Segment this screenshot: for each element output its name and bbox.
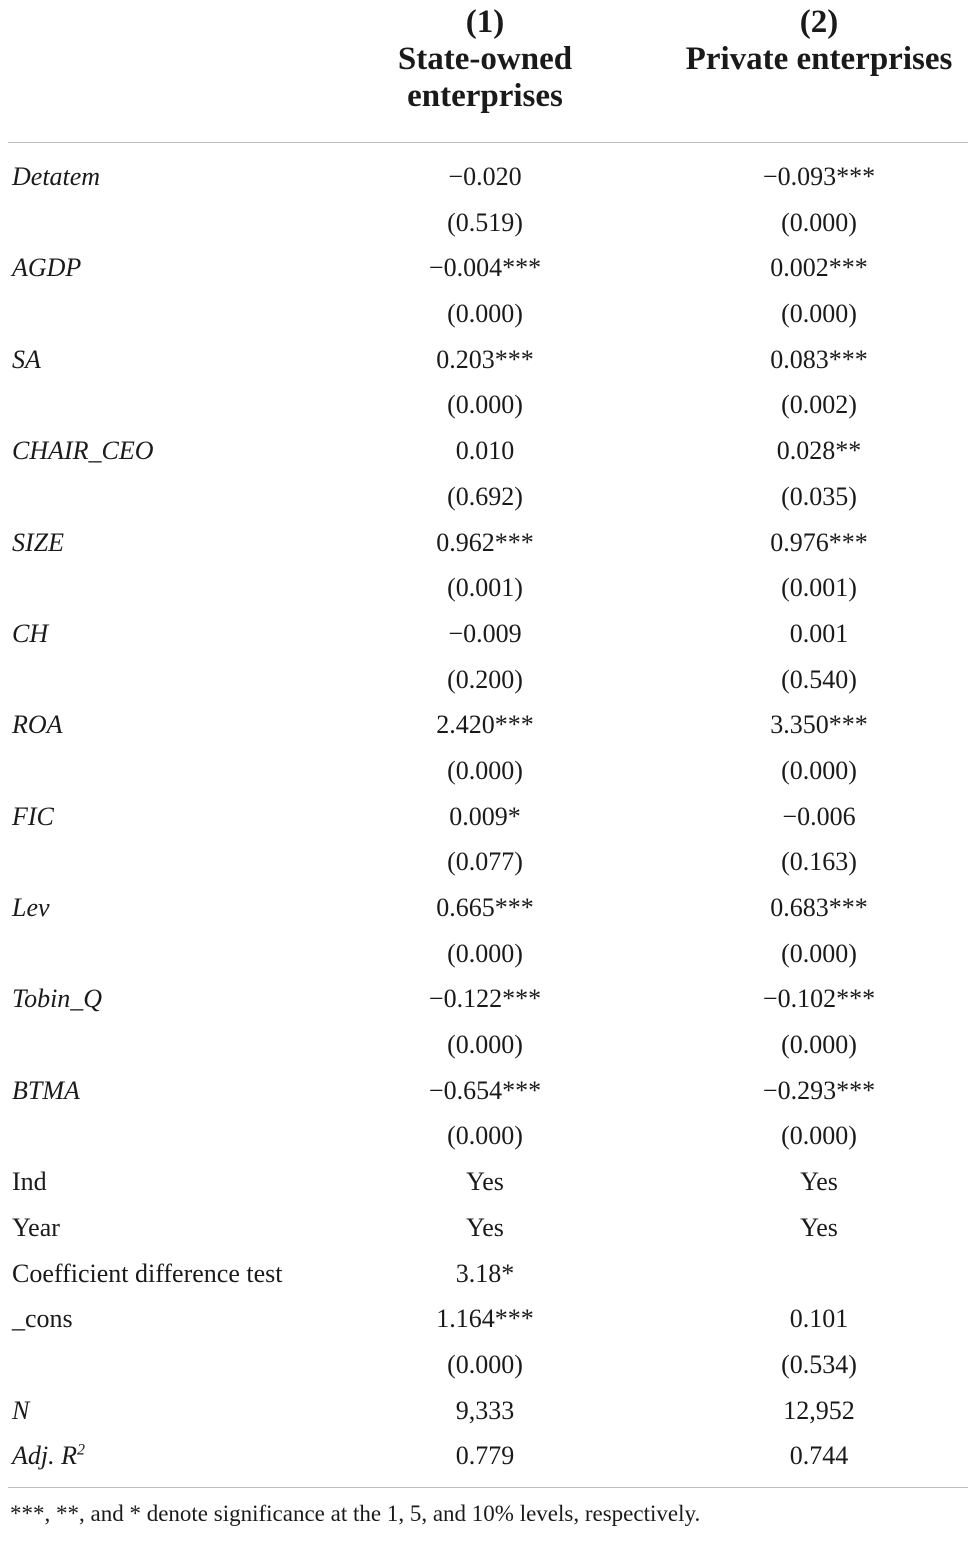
value-state-owned: (0.000) — [447, 1349, 523, 1379]
table-row — [0, 337, 979, 383]
value-state-owned: (0.692) — [447, 481, 523, 511]
column-header-state-owned — [340, 4, 630, 115]
value-private: (0.000) — [781, 1121, 857, 1151]
table-row — [0, 382, 979, 428]
column-title-line: Private enterprises — [685, 41, 953, 77]
value-private: 12,952 — [783, 1395, 855, 1425]
value-state-owned: (0.000) — [447, 755, 523, 785]
value-state-owned: (0.200) — [447, 664, 523, 694]
value-private: (0.002) — [781, 390, 857, 420]
value-private: (0.534) — [781, 1349, 857, 1379]
value-state-owned: 0.009* — [449, 801, 521, 831]
table-row — [0, 931, 979, 977]
value-state-owned: (0.000) — [447, 1121, 523, 1151]
value-state-owned: −0.004*** — [428, 253, 542, 283]
table-row — [0, 200, 979, 246]
table-row — [0, 1296, 979, 1342]
table-row — [0, 1251, 979, 1297]
value-state-owned: (0.519) — [447, 207, 523, 237]
table-row — [0, 611, 979, 657]
table-row-adj-r2 — [0, 1433, 979, 1479]
value-private: 0.001 — [789, 618, 849, 648]
row-label: FIC — [12, 801, 54, 831]
value-private: (0.000) — [781, 1030, 857, 1060]
value-state-owned: 0.203*** — [436, 344, 534, 374]
value-state-owned: −0.654*** — [428, 1075, 542, 1105]
value-state-owned: 0.010 — [455, 436, 515, 466]
value-private: 0.744 — [789, 1441, 849, 1471]
value-private: 0.101 — [789, 1304, 849, 1334]
row-label: SA — [12, 344, 41, 374]
value-state-owned: −0.122*** — [428, 984, 542, 1014]
value-private: (0.163) — [781, 847, 857, 877]
row-label: Detatem — [12, 162, 101, 191]
value-private: (0.000) — [781, 755, 857, 785]
table-row — [0, 1342, 979, 1388]
value-private: 0.976*** — [770, 527, 868, 557]
table-row — [0, 1113, 979, 1159]
row-label: N — [12, 1395, 30, 1425]
value-private: Yes — [800, 1212, 838, 1242]
value-private: (0.540) — [781, 664, 857, 694]
value-state-owned: 0.962*** — [436, 527, 534, 557]
value-state-owned: −0.009 — [448, 618, 522, 648]
table-row — [0, 657, 979, 703]
table-row — [0, 702, 979, 748]
table-row — [0, 474, 979, 520]
row-label: Lev — [12, 893, 50, 922]
value-state-owned: (0.000) — [447, 390, 523, 420]
value-state-owned: 1.164*** — [436, 1304, 534, 1334]
table-row — [0, 520, 979, 566]
row-label: Ind — [12, 1167, 47, 1197]
value-private: 0.683*** — [770, 893, 868, 922]
value-private: −0.293*** — [762, 1075, 876, 1105]
table-row — [0, 1159, 979, 1205]
table-row — [0, 428, 979, 474]
value-state-owned: −0.020 — [448, 162, 522, 191]
value-private: (0.000) — [781, 938, 857, 968]
row-label: Coefficient difference test — [12, 1258, 283, 1288]
column-header-private — [660, 4, 978, 78]
value-private: −0.006 — [782, 801, 856, 831]
row-label: CHAIR_CEO — [12, 436, 154, 466]
superscript: 2 — [77, 1441, 85, 1459]
row-label-text: Adj. R — [12, 1441, 77, 1471]
value-private: 0.083*** — [770, 344, 868, 374]
table-bottom-divider — [8, 1487, 968, 1488]
table-row — [0, 839, 979, 885]
value-private: (0.000) — [781, 299, 857, 329]
column-title-line: enterprises — [407, 78, 563, 114]
row-label — [12, 1433, 85, 1479]
table-header — [0, 0, 979, 142]
table-row — [0, 1022, 979, 1068]
header-divider — [8, 142, 968, 143]
value-state-owned: (0.000) — [447, 299, 523, 329]
value-state-owned: (0.000) — [447, 938, 523, 968]
value-private: 0.028** — [776, 436, 862, 466]
column-number: (2) — [799, 4, 839, 40]
value-private: (0.001) — [781, 573, 857, 603]
table-row — [0, 154, 979, 200]
row-label: Tobin_Q — [12, 984, 103, 1014]
value-private: 3.350*** — [770, 710, 868, 740]
row-label: _cons — [12, 1304, 73, 1334]
value-private: −0.102*** — [762, 984, 876, 1014]
value-state-owned: Yes — [466, 1167, 504, 1197]
row-label: ROA — [12, 710, 63, 740]
row-label: BTMA — [12, 1075, 80, 1105]
table-row — [0, 245, 979, 291]
table-row — [0, 565, 979, 611]
value-state-owned: Yes — [466, 1212, 504, 1242]
value-private: (0.035) — [781, 481, 857, 511]
value-state-owned: 0.779 — [455, 1441, 515, 1471]
value-private: 0.002*** — [770, 253, 868, 283]
row-label: CH — [12, 618, 49, 648]
value-private: Yes — [800, 1167, 838, 1197]
row-label: AGDP — [12, 253, 82, 283]
table-row — [0, 748, 979, 794]
value-private: −0.093*** — [762, 162, 876, 191]
table-row — [0, 794, 979, 840]
value-state-owned: 2.420*** — [436, 710, 534, 740]
table-footnote: ***, **, and * denote significance at the 1, 5, and 10% levels, respectively. — [10, 1501, 701, 1526]
value-state-owned: (0.001) — [447, 573, 523, 603]
table-row — [0, 1205, 979, 1251]
table-row — [0, 291, 979, 337]
column-number: (1) — [465, 4, 505, 40]
value-state-owned: (0.000) — [447, 1030, 523, 1060]
value-private: (0.000) — [781, 207, 857, 237]
value-state-owned: 9,333 — [455, 1395, 515, 1425]
row-label: SIZE — [12, 527, 64, 557]
row-label: Year — [12, 1212, 60, 1242]
column-title-line: State-owned — [397, 41, 573, 77]
table-row — [0, 1068, 979, 1114]
value-state-owned: 3.18* — [455, 1258, 515, 1288]
value-state-owned: 0.665*** — [436, 893, 534, 922]
table-row — [0, 1388, 979, 1434]
table-row — [0, 885, 979, 931]
table-row — [0, 976, 979, 1022]
value-state-owned: (0.077) — [447, 847, 523, 877]
table-body — [0, 154, 979, 1479]
